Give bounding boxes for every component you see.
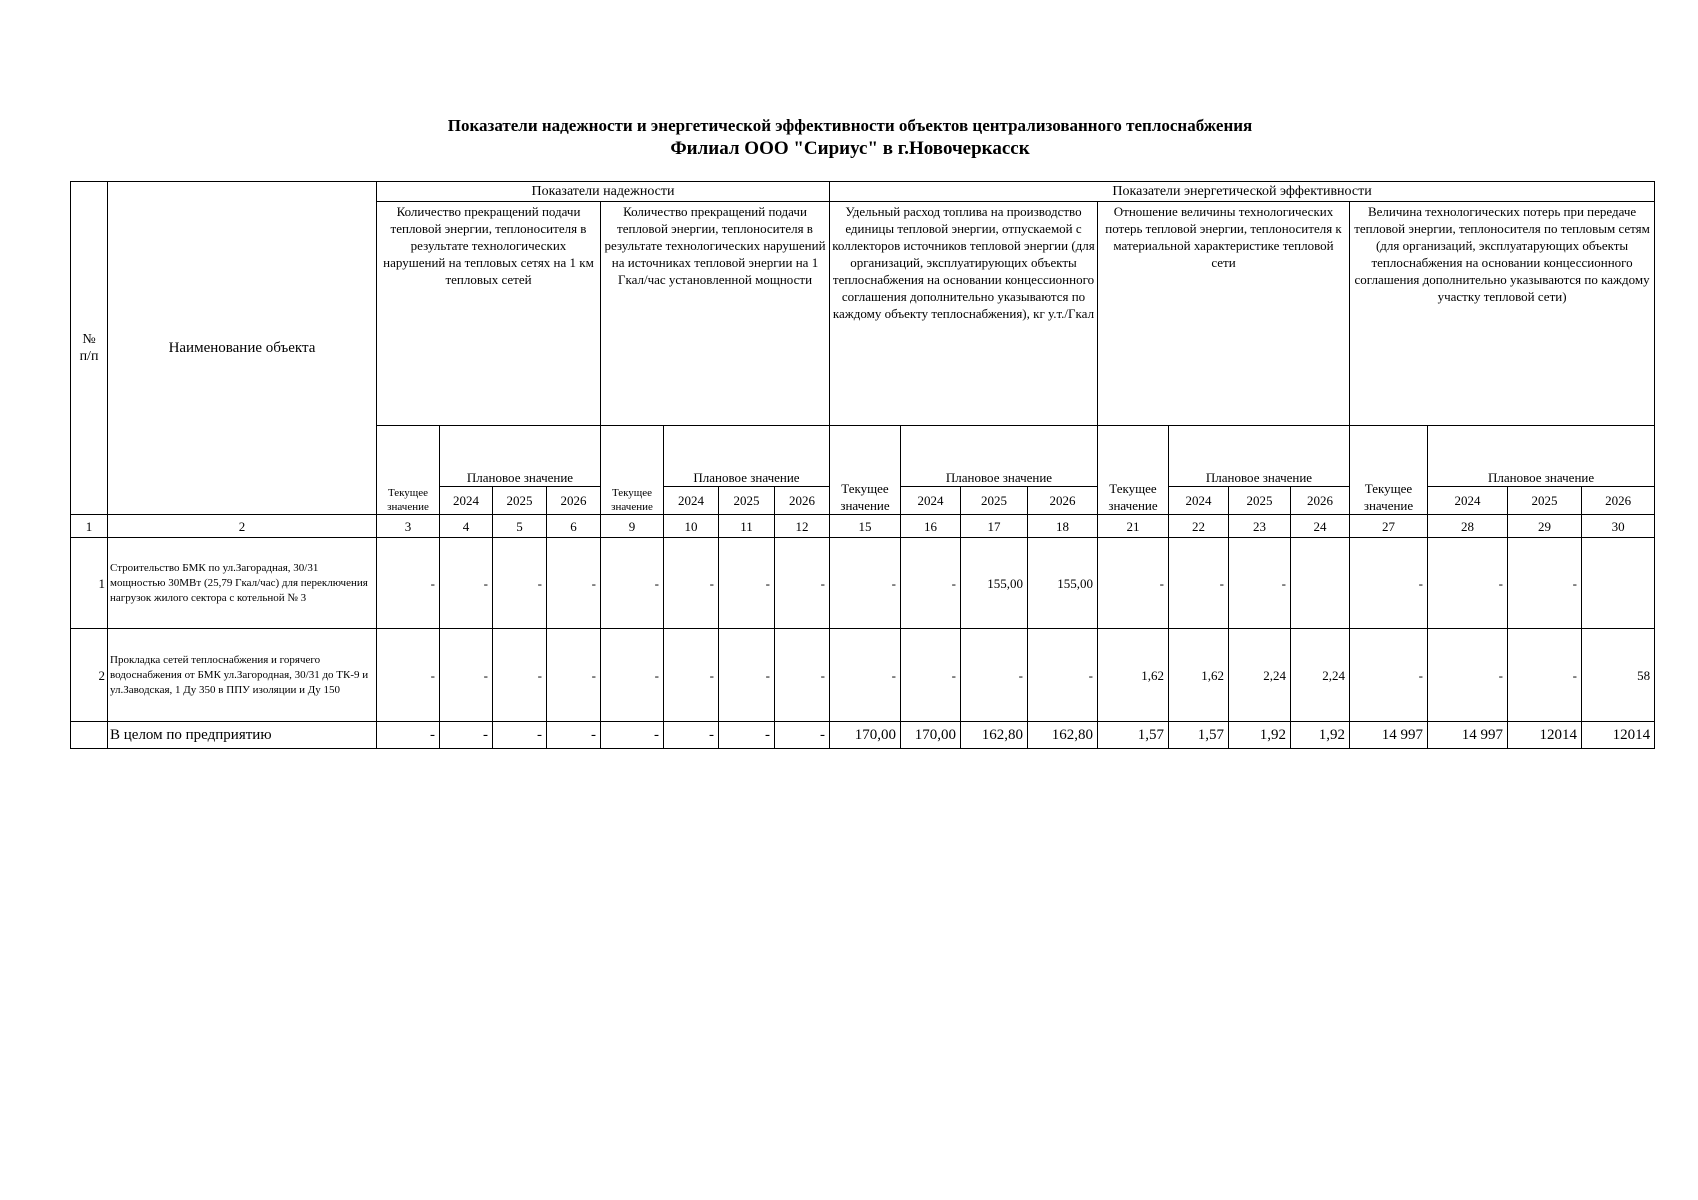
column-number: 28 [1428, 515, 1508, 538]
table-cell: - [547, 538, 601, 629]
table-cell: - [493, 629, 547, 722]
column-number: 6 [547, 515, 601, 538]
column-number: 2 [108, 515, 377, 538]
table-cell: - [719, 629, 775, 722]
header-current-value: Текущее значение [1350, 426, 1428, 515]
column-number: 23 [1229, 515, 1291, 538]
table-cell: 58 [1582, 629, 1655, 722]
title-line-1: Показатели надежности и энергетической эффективности объектов централизованного теплоснабжения [447, 116, 1253, 135]
header-plan-value: Плановое значение [1428, 426, 1655, 487]
total-cell: 170,00 [901, 722, 961, 749]
column-number: 12 [775, 515, 830, 538]
table-cell: 155,00 [961, 538, 1028, 629]
table-cell: - [830, 538, 901, 629]
column-number: 9 [601, 515, 664, 538]
table-cell: - [547, 629, 601, 722]
table-cell: - [1428, 629, 1508, 722]
table-cell: - [1350, 629, 1428, 722]
total-cell: 14 997 [1428, 722, 1508, 749]
row-object-name: Прокладка сетей теплоснабжения и горячего водоснабжения от БМК ул.Загородная, 30/31 до ТК-9 и ул.Заводская, 1 Ду 350 в ППУ изоляции и Ду 150 [108, 629, 377, 722]
table-cell: - [1508, 629, 1582, 722]
table-cell: - [1350, 538, 1428, 629]
header-plan-value: Плановое значение [440, 426, 601, 487]
header-num: № п/п [71, 182, 108, 515]
header-group-reliability: Показатели надежности [377, 182, 830, 202]
header-plan-value: Плановое значение [664, 426, 830, 487]
total-cell: 162,80 [961, 722, 1028, 749]
header-year: 2024 [901, 487, 961, 515]
column-number: 22 [1169, 515, 1229, 538]
header-desc-loss-ratio: Отношение величины технологических потерь тепловой энергии, теплоносителя к материальной характеристике тепловой сети [1098, 202, 1350, 426]
column-number: 11 [719, 515, 775, 538]
header-current-value: Текущее значение [377, 426, 440, 515]
table-cell [1291, 538, 1350, 629]
header-desc-source-interruptions: Количество прекращений подачи тепловой энергии, теплоносителя в результате технологических нарушений на источниках тепловой энергии на 1 Гкал/час установленной мощности [601, 202, 830, 426]
table-cell: - [493, 538, 547, 629]
total-cell: 1,57 [1098, 722, 1169, 749]
table-cell: - [440, 538, 493, 629]
table-cell: 2,24 [1291, 629, 1350, 722]
header-group-efficiency: Показатели энергетической эффективности [830, 182, 1655, 202]
header-object-name: Наименование объекта [108, 182, 377, 515]
total-cell: - [493, 722, 547, 749]
title-line-2: Филиал ООО "Сириус" в г.Новочеркасск [670, 138, 1030, 159]
table-cell: - [901, 538, 961, 629]
row-object-name: Строительство БМК по ул.Загорадная, 30/31 мощностью 30МВт (25,79 Гкал/час) для переключения нагрузок жилого сектора с котельной № 3 [108, 538, 377, 629]
header-year: 2026 [775, 487, 830, 515]
total-cell: - [775, 722, 830, 749]
table-cell: - [1098, 538, 1169, 629]
total-cell: - [664, 722, 719, 749]
table-cell: - [601, 538, 664, 629]
table-cell: - [775, 629, 830, 722]
total-row [71, 722, 1655, 749]
header-year: 2024 [1428, 487, 1508, 515]
header-year: 2026 [1028, 487, 1098, 515]
column-number-row [71, 515, 1655, 538]
total-index [71, 722, 108, 749]
header-plan-value: Плановое значение [901, 426, 1098, 487]
column-number: 1 [71, 515, 108, 538]
column-number: 30 [1582, 515, 1655, 538]
table-cell: - [601, 629, 664, 722]
total-cell: 1,57 [1169, 722, 1229, 749]
header-desc-network-interruptions: Количество прекращений подачи тепловой энергии, теплоносителя в результате технологических нарушений на тепловых сетях на 1 км тепловых сетей [377, 202, 601, 426]
column-number: 4 [440, 515, 493, 538]
total-label: В целом по предприятию [108, 722, 377, 749]
table-cell: - [1229, 538, 1291, 629]
table-row [71, 538, 1655, 629]
header-year: 2024 [1169, 487, 1229, 515]
column-number: 15 [830, 515, 901, 538]
table-cell: - [901, 629, 961, 722]
header-year: 2025 [719, 487, 775, 515]
header-plan-value: Плановое значение [1169, 426, 1350, 487]
header-year: 2026 [547, 487, 601, 515]
table-cell: - [377, 629, 440, 722]
table-cell: - [440, 629, 493, 722]
total-cell: 1,92 [1291, 722, 1350, 749]
header-year: 2025 [1229, 487, 1291, 515]
column-number: 21 [1098, 515, 1169, 538]
header-year: 2025 [493, 487, 547, 515]
table-cell: - [664, 538, 719, 629]
total-cell: - [440, 722, 493, 749]
table-cell: 2,24 [1229, 629, 1291, 722]
table-cell: - [1169, 538, 1229, 629]
header-desc-fuel-consumption: Удельный расход топлива на производство единицы тепловой энергии, отпускаемой с коллекторов источников тепловой энергии (для организаций, эксплуатирующих объекты теплоснабжения на основании концессионного соглашения дополнительно указываются по каждому объекту теплоснабжения), кг у.т./Гкал [830, 202, 1098, 426]
table-cell: - [961, 629, 1028, 722]
header-year: 2026 [1291, 487, 1350, 515]
table-cell: - [1028, 629, 1098, 722]
total-cell: - [377, 722, 440, 749]
table-cell: 1,62 [1098, 629, 1169, 722]
table-cell: - [664, 629, 719, 722]
table-cell: - [830, 629, 901, 722]
header-current-value: Текущее значение [830, 426, 901, 515]
header-current-value: Текущее значение [601, 426, 664, 515]
total-cell: - [719, 722, 775, 749]
column-number: 5 [493, 515, 547, 538]
header-year: 2024 [664, 487, 719, 515]
row-index: 1 [71, 538, 108, 629]
column-number: 10 [664, 515, 719, 538]
column-number: 17 [961, 515, 1028, 538]
column-number: 27 [1350, 515, 1428, 538]
total-cell: 170,00 [830, 722, 901, 749]
header-year: 2024 [440, 487, 493, 515]
table-cell: - [377, 538, 440, 629]
table-cell [1582, 538, 1655, 629]
header-year: 2026 [1582, 487, 1655, 515]
total-cell: 14 997 [1350, 722, 1428, 749]
header-group-row [71, 182, 1655, 202]
column-number: 3 [377, 515, 440, 538]
column-number: 24 [1291, 515, 1350, 538]
header-year: 2025 [961, 487, 1028, 515]
column-number: 18 [1028, 515, 1098, 538]
column-number: 16 [901, 515, 961, 538]
table-cell: 155,00 [1028, 538, 1098, 629]
indicators-table [70, 181, 1655, 749]
table-cell: - [1508, 538, 1582, 629]
total-cell: - [601, 722, 664, 749]
total-cell: 162,80 [1028, 722, 1098, 749]
table-cell: - [719, 538, 775, 629]
row-index: 2 [71, 629, 108, 722]
total-cell: - [547, 722, 601, 749]
table-cell: - [1428, 538, 1508, 629]
total-cell: 12014 [1508, 722, 1582, 749]
total-cell: 12014 [1582, 722, 1655, 749]
total-cell: 1,92 [1229, 722, 1291, 749]
header-year: 2025 [1508, 487, 1582, 515]
table-cell: - [775, 538, 830, 629]
header-desc-technological-losses: Величина технологических потерь при передаче тепловой энергии, теплоносителя по тепловым сетям (для организаций, эксплуатарующих объекты теплоснабжения на основании концессионного соглашения дополнительно указываются по каждому участку тепловой сети) [1350, 202, 1655, 426]
document-titles [70, 114, 1630, 160]
table-row [71, 629, 1655, 722]
table-cell: 1,62 [1169, 629, 1229, 722]
column-number: 29 [1508, 515, 1582, 538]
header-current-value: Текущее значение [1098, 426, 1169, 515]
